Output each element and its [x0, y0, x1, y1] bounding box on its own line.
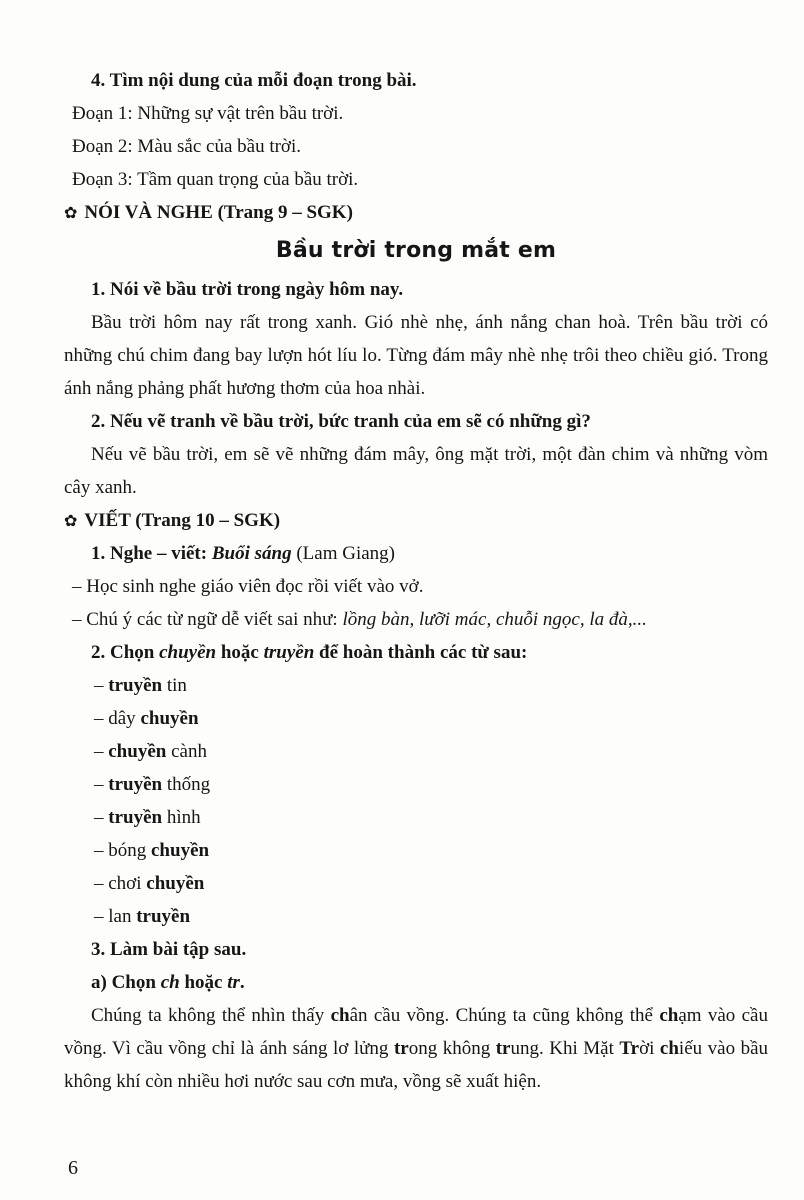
text-segment: ch [160, 972, 180, 993]
text-segment: truyền [136, 906, 191, 927]
text-segment: truyền [108, 774, 163, 795]
text-segment: NÓI VÀ NGHE (Trang 9 – SGK) [84, 202, 353, 223]
answer-3a-paragraph [64, 999, 768, 1098]
text-segment: chuyền [151, 840, 210, 861]
text-segment: iếu vào bầu không khí còn nhiều hơi nước sau cơn mưa, vồng sẽ xuất hiện. [64, 1038, 769, 1092]
word-item-4 [64, 768, 768, 801]
text-segment: hoặc [216, 642, 264, 663]
text-segment: ch [330, 1005, 350, 1026]
word-item-6 [64, 834, 768, 867]
text-segment: – [94, 774, 109, 795]
text-segment: – Học sinh nghe giáo viên đọc rồi viết vào vở. [72, 576, 424, 597]
answer-doan-2 [64, 130, 768, 163]
question-2-heading [64, 405, 768, 438]
text-segment: Buổi sáng [211, 543, 292, 564]
text-segment: thống [162, 774, 211, 795]
exercise-2-heading [64, 636, 768, 669]
text-segment: – lan [94, 906, 137, 927]
text-segment: – dây [94, 708, 141, 729]
word-item-1 [64, 669, 768, 702]
word-item-3 [64, 735, 768, 768]
section-viet [64, 504, 768, 537]
word-item-7 [64, 867, 768, 900]
exercise-1-heading [64, 537, 768, 570]
word-item-8 [64, 900, 768, 933]
question-1-heading [64, 273, 768, 306]
answer-2-paragraph [64, 438, 768, 504]
text-segment: – [94, 807, 109, 828]
word-item-2 [64, 702, 768, 735]
text-segment: truyền [263, 642, 315, 663]
answer-doan-3 [64, 163, 768, 196]
word-item-5 [64, 801, 768, 834]
text-segment: ch [659, 1038, 679, 1059]
text-segment: tr [393, 1038, 409, 1059]
flower-icon: ✿ [64, 511, 78, 530]
text-segment: Đoạn 3: Tầm quan trọng của bầu trời. [72, 169, 359, 190]
text-segment: Đoạn 2: Màu sắc của bầu trời. [72, 136, 302, 157]
text-segment: ời [639, 1038, 660, 1059]
text-segment: chuyền [159, 642, 217, 663]
text-segment: – [94, 675, 109, 696]
text-segment: 2. Chọn [91, 642, 160, 663]
text-segment: . [239, 972, 245, 993]
text-segment: ạm vào cầu vồng. Vì cầu vồng chỉ là ánh sáng lơ lửng [64, 1005, 768, 1059]
text-segment: truyền [108, 807, 163, 828]
text-segment: ong không [408, 1038, 496, 1059]
text-segment: a) Chọn [91, 972, 161, 993]
text-segment: ch [659, 1005, 679, 1026]
text-segment: để hoàn thành các từ sau: [314, 642, 528, 663]
text-segment: Nếu vẽ bầu trời, em sẽ vẽ những đám mây, ông mặt trời, một đàn chim và những vòm cây xanh. [64, 444, 768, 498]
answer-1-paragraph [64, 306, 768, 405]
text-segment: 1. Nghe – viết: [91, 543, 212, 564]
note-line-2 [64, 603, 768, 636]
flower-icon: ✿ [64, 203, 78, 222]
text-segment: (Lam Giang) [291, 543, 395, 564]
text-segment: 1. Nói về bầu trời trong ngày hôm nay. [91, 279, 404, 300]
text-segment: ân cầu vồng. Chúng ta cũng không thể [349, 1005, 660, 1026]
text-segment: – bóng [94, 840, 151, 861]
text-segment: – chơi [94, 873, 147, 894]
text-segment: – Chú ý các từ ngữ dễ viết sai như: [72, 609, 343, 630]
exercise-3-heading [64, 933, 768, 966]
text-segment: 2. Nếu vẽ tranh về bầu trời, bức tranh của em sẽ có những gì? [91, 411, 591, 432]
text-segment: hoặc [179, 972, 228, 993]
text-segment: tr [227, 972, 240, 993]
text-segment: ung. Khi Mặt [510, 1038, 620, 1059]
text-segment: 3. Làm bài tập sau. [91, 939, 247, 960]
text-segment: chuyền [140, 708, 199, 729]
note-line-1 [64, 570, 768, 603]
text-segment: Đoạn 1: Những sự vật trên bầu trời. [72, 103, 344, 124]
text-segment: 4. Tìm nội dung của mỗi đoạn trong bài. [91, 70, 417, 91]
task-4-heading [64, 64, 768, 97]
text-segment: hình [162, 807, 201, 828]
text-segment: Bầu trời hôm nay rất trong xanh. Gió nhè nhẹ, ánh nắng chan hoà. Trên bầu trời có những chú chim đang bay lượn hót líu lo. Từng đám mây nhè nhẹ trôi theo chiều gió. Trong ánh nắng phảng phất hương thơm của hoa nhài. [64, 312, 768, 399]
text-segment: chuyền [108, 741, 167, 762]
text-segment: tr [495, 1038, 511, 1059]
text-segment: Bầu trời trong mắt em [275, 238, 557, 263]
text-segment: lồng bàn, lưỡi mác, chuỗi ngọc, la đà,... [342, 609, 647, 630]
text-segment: tin [162, 675, 187, 696]
text-segment: Chúng ta không thể nhìn thấy [91, 1005, 331, 1026]
text-segment: – [94, 741, 109, 762]
text-segment: cành [166, 741, 207, 762]
text-segment: Tr [619, 1038, 640, 1059]
page-number: 6 [68, 1157, 78, 1179]
text-segment: VIẾT (Trang 10 – SGK) [84, 510, 281, 531]
answer-doan-1 [64, 97, 768, 130]
reading-title [64, 229, 768, 273]
exercise-3a-heading [64, 966, 768, 999]
text-segment: truyền [108, 675, 163, 696]
section-noi-va-nghe [64, 196, 768, 229]
text-segment: chuyền [146, 873, 205, 894]
